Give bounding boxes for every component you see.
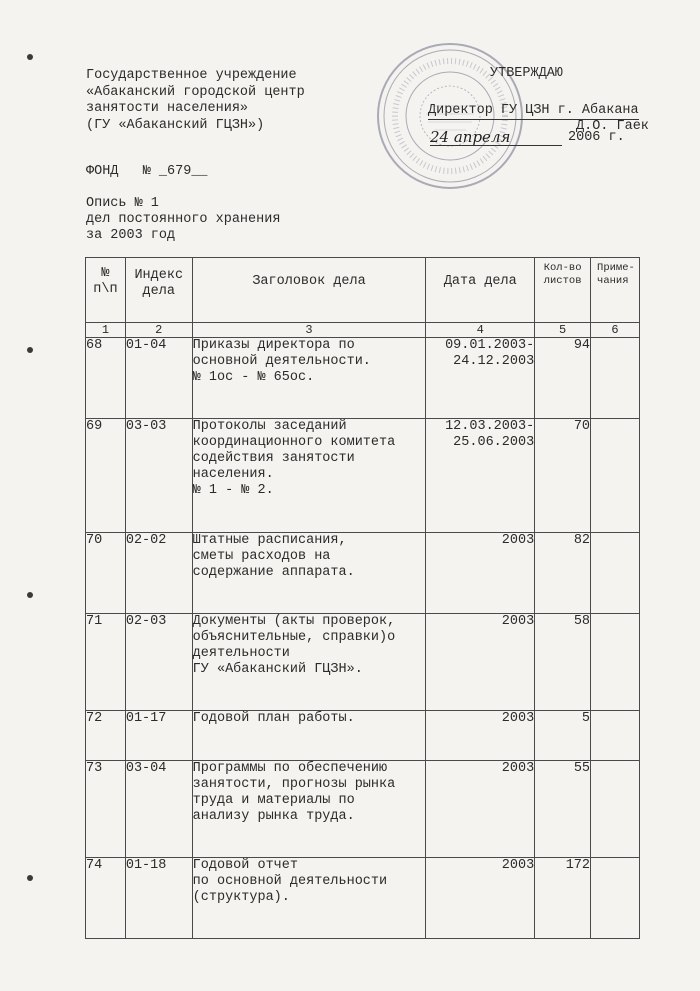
punch-hole-mark [27, 875, 33, 881]
fond-number: ФОНД № _679__ [86, 164, 208, 179]
approval-block [428, 66, 649, 136]
column-number-row [86, 323, 640, 338]
opis-year: за 2003 год [86, 228, 176, 243]
header-num: № п\п [86, 258, 126, 323]
organization-block [86, 68, 305, 134]
row-title: Протоколы заседаний координационного комитета содействия занятости населения. № 1 - № 2. [192, 419, 426, 533]
row-num: 71 [86, 614, 126, 711]
row-date: 2003 [426, 711, 535, 761]
row-sheets: 55 [535, 761, 591, 858]
row-sheets: 70 [535, 419, 591, 533]
column-number: 5 [535, 323, 591, 338]
row-index: 03-03 [125, 419, 192, 533]
row-title: Штатные расписания, сметы расходов на содержание аппарата. [192, 533, 426, 614]
column-number: 4 [426, 323, 535, 338]
row-sheets: 58 [535, 614, 591, 711]
punch-hole-mark [27, 54, 33, 60]
column-number: 3 [192, 323, 426, 338]
row-notes [591, 533, 640, 614]
column-number: 6 [591, 323, 640, 338]
row-date: 2003 [426, 533, 535, 614]
row-index: 03-04 [125, 761, 192, 858]
header-title: Заголовок дела [192, 258, 426, 323]
org-line: Государственное учреждение [86, 68, 297, 83]
row-date: 2003 [426, 761, 535, 858]
row-index: 01-04 [125, 338, 192, 419]
row-num: 69 [86, 419, 126, 533]
row-notes [591, 338, 640, 419]
header-notes: Приме- чания [591, 258, 640, 323]
approver-position: Директор ГУ ЦЗН г. Абакана [428, 103, 639, 121]
row-sheets: 5 [535, 711, 591, 761]
column-number: 1 [86, 323, 126, 338]
punch-hole-mark [27, 592, 33, 598]
org-line: (ГУ «Абаканский ГЦЗН») [86, 117, 265, 133]
table-row [86, 338, 640, 419]
opis-number: Опись № 1 [86, 196, 159, 211]
row-date: 2003 [426, 614, 535, 711]
row-num: 73 [86, 761, 126, 858]
row-date: 2003 [426, 858, 535, 939]
row-title: Годовой план работы. [192, 711, 426, 761]
column-number: 2 [125, 323, 192, 338]
table-row [86, 858, 640, 939]
row-title: Документы (акты проверок, объяснительные, справки)о деятельности ГУ «Абаканский ГЦЗН». [192, 614, 426, 711]
row-notes [591, 419, 640, 533]
header-sheets: Кол-во листов [535, 258, 591, 323]
org-line: занятости населения» [86, 101, 249, 116]
approval-year: 2006 г. [568, 130, 625, 145]
table-row [86, 614, 640, 711]
row-notes [591, 761, 640, 858]
row-index: 02-02 [125, 533, 192, 614]
row-notes [591, 858, 640, 939]
header-date: Дата дела [426, 258, 535, 323]
inventory-table [85, 257, 640, 939]
handwritten-date: 24 апреля [430, 128, 562, 146]
row-title: Годовой отчет по основной деятельности (структура). [192, 858, 426, 939]
punch-hole-mark [27, 347, 33, 353]
row-title: Программы по обеспечению занятости, прогнозы рынка труда и материалы по анализу рынка труда. [192, 761, 426, 858]
table-row [86, 761, 640, 858]
row-num: 72 [86, 711, 126, 761]
header-index: Индекс дела [125, 258, 192, 323]
row-notes [591, 614, 640, 711]
row-sheets: 94 [535, 338, 591, 419]
inventory-heading [86, 196, 280, 244]
approver-name: Д.О. Гаек [576, 119, 649, 134]
opis-kind: дел постоянного хранения [86, 212, 281, 227]
row-index: 01-17 [125, 711, 192, 761]
table-row [86, 711, 640, 761]
table-header-row [86, 258, 640, 323]
org-line: «Абаканский городской центр [86, 84, 305, 100]
row-index: 02-03 [125, 614, 192, 711]
approval-title: УТВЕРЖДАЮ [490, 66, 563, 81]
row-notes [591, 711, 640, 761]
row-title: Приказы директора по основной деятельности. № 1ос - № 65ос. [192, 338, 426, 419]
row-date: 09.01.2003- 24.12.2003 [426, 338, 535, 419]
row-index: 01-18 [125, 858, 192, 939]
row-sheets: 82 [535, 533, 591, 614]
row-sheets: 172 [535, 858, 591, 939]
row-num: 74 [86, 858, 126, 939]
table-row [86, 419, 640, 533]
row-num: 70 [86, 533, 126, 614]
row-date: 12.03.2003- 25.06.2003 [426, 419, 535, 533]
row-num: 68 [86, 338, 126, 419]
table-row [86, 533, 640, 614]
